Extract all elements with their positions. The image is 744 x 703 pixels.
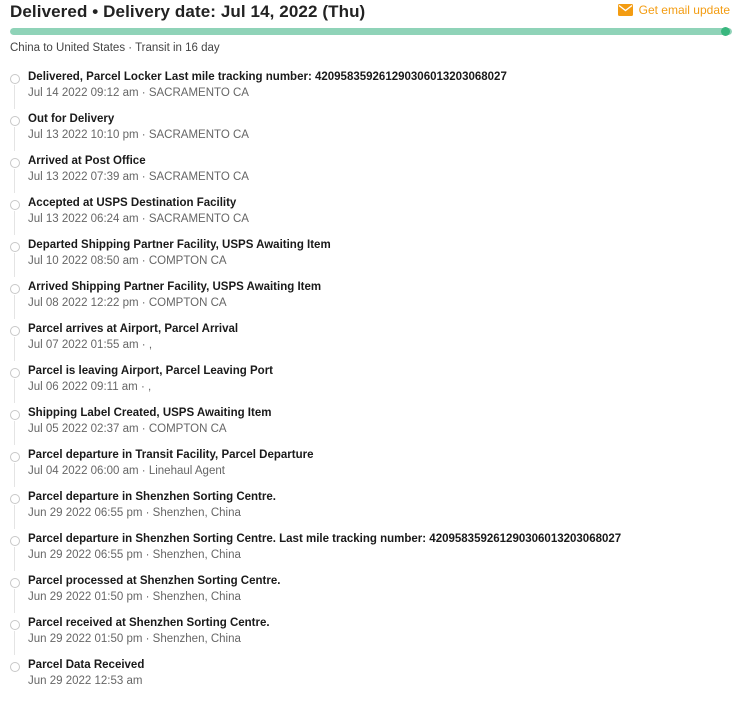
event-title: Parcel departure in Shenzhen Sorting Centre. Last mile tracking number: 420958359261290306013203068027 [28,533,622,545]
progress-end-dot [721,27,730,36]
event-title: Departed Shipping Partner Facility, USPS Awaiting Item [28,239,331,251]
timeline-dot [10,368,20,378]
event-timestamp-location: Jul 14 2022 09:12 am · SACRAMENTO CA [28,87,249,99]
tracking-event [0,197,744,239]
event-title: Parcel arrives at Airport, Parcel Arrival [28,323,239,335]
timeline-connector [14,589,15,613]
delivery-progress-bar [10,28,732,35]
tracking-event [0,155,744,197]
timeline-dot [10,536,20,546]
timeline-connector [14,295,15,319]
event-timestamp-location: Jul 07 2022 01:55 am · , [28,339,153,351]
event-timestamp-location: Jul 08 2022 12:22 pm · COMPTON CA [28,297,227,309]
event-timestamp-location: Jun 29 2022 01:50 pm · Shenzhen, China [28,591,241,603]
envelope-icon [618,4,633,16]
timeline-dot [10,158,20,168]
timeline-dot [10,410,20,420]
event-title: Accepted at USPS Destination Facility [28,197,237,209]
tracking-event [0,575,744,617]
get-email-update-label: Get email update [638,3,730,17]
tracking-event [0,533,744,575]
timeline-dot [10,452,20,462]
event-title: Parcel departure in Transit Facility, Parcel Departure [28,449,314,461]
event-timestamp-location: Jun 29 2022 01:50 pm · Shenzhen, China [28,633,241,645]
tracking-event [0,617,744,659]
event-title: Arrived Shipping Partner Facility, USPS Awaiting Item [28,281,322,293]
tracking-header [10,2,734,24]
tracking-event [0,659,744,701]
timeline-connector [14,85,15,109]
event-timestamp-location: Jul 13 2022 06:24 am · SACRAMENTO CA [28,213,249,225]
tracking-event [0,71,744,113]
delivery-status-title: Delivered • Delivery date: Jul 14, 2022 (Thu) [10,2,366,21]
event-title: Parcel Data Received [28,659,145,671]
tracking-event [0,365,744,407]
tracking-event [0,281,744,323]
delivery-progress-fill [10,28,732,35]
tracking-event [0,113,744,155]
tracking-event [0,407,744,449]
timeline-dot [10,242,20,252]
timeline-dot [10,494,20,504]
timeline-connector [14,253,15,277]
timeline-connector [14,505,15,529]
event-timestamp-location: Jul 10 2022 08:50 am · COMPTON CA [28,255,227,267]
timeline-dot [10,578,20,588]
timeline-connector [14,169,15,193]
timeline-connector [14,463,15,487]
event-title: Delivered, Parcel Locker Last mile tracking number: 420958359261290306013203068027 [28,71,507,83]
timeline-connector [14,631,15,655]
event-title: Parcel processed at Shenzhen Sorting Centre. [28,575,281,587]
event-title: Shipping Label Created, USPS Awaiting Item [28,407,272,419]
timeline-connector [14,337,15,361]
event-timestamp-location: Jul 06 2022 09:11 am · , [28,381,152,393]
event-title: Parcel is leaving Airport, Parcel Leaving Port [28,365,273,377]
event-timestamp-location: Jul 04 2022 06:00 am · Linehaul Agent [28,465,225,477]
tracking-event [0,323,744,365]
get-email-update-link[interactable] [618,3,730,17]
tracking-events-timeline [0,71,744,701]
timeline-dot [10,200,20,210]
event-timestamp-location: Jun 29 2022 06:55 pm · Shenzhen, China [28,549,241,561]
event-timestamp-location: Jul 13 2022 10:10 pm · SACRAMENTO CA [28,129,249,141]
timeline-connector [14,127,15,151]
event-title: Parcel departure in Shenzhen Sorting Centre. [28,491,276,503]
timeline-connector [14,211,15,235]
event-timestamp-location: Jul 05 2022 02:37 am · COMPTON CA [28,423,227,435]
event-timestamp-location: Jun 29 2022 06:55 pm · Shenzhen, China [28,507,241,519]
timeline-dot [10,284,20,294]
tracking-event [0,449,744,491]
timeline-dot [10,74,20,84]
tracking-event [0,491,744,533]
tracking-event [0,239,744,281]
event-title: Out for Delivery [28,113,115,125]
timeline-connector [14,379,15,403]
timeline-connector [14,421,15,445]
event-timestamp-location: Jul 13 2022 07:39 am · SACRAMENTO CA [28,171,249,183]
timeline-dot [10,326,20,336]
timeline-dot [10,620,20,630]
timeline-dot [10,662,20,672]
timeline-connector [14,547,15,571]
event-title: Arrived at Post Office [28,155,146,167]
event-title: Parcel received at Shenzhen Sorting Centre. [28,617,270,629]
event-timestamp-location: Jun 29 2022 12:53 am [28,675,143,687]
route-summary: China to United States · Transit in 16 day [10,42,220,54]
timeline-dot [10,116,20,126]
